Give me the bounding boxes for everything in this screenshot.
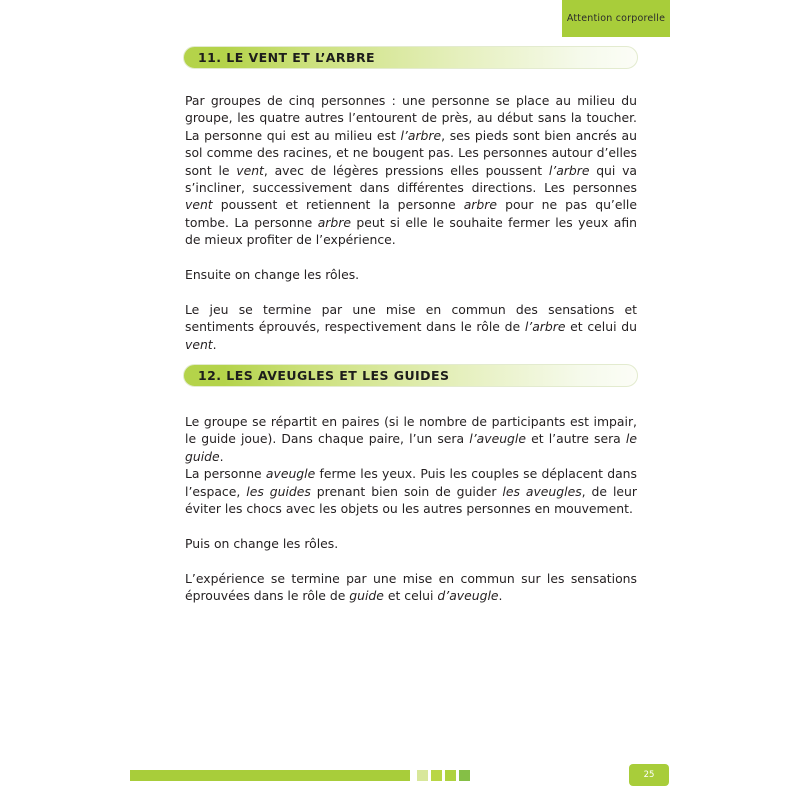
body-text: qui va s’incliner, successivement dans différentes directions. Les personnes [185,162,637,196]
body-text: . [212,336,217,352]
emphasis-text: aveugle [265,466,316,482]
body-text: Ensuite on change les rôles. [185,267,360,283]
emphasis-text: arbre [317,214,351,230]
body-text: . [219,448,224,464]
paragraph [185,413,637,465]
body-text: et l’autre sera [525,431,626,447]
footer-square [459,770,470,781]
emphasis-text: les aveugles [502,483,582,499]
paragraph [185,570,637,605]
footer-square [445,770,456,781]
body-text: peut si elle le souhaite fermer les yeux afin de mieux profiter de l’expérience. [185,214,637,248]
running-head-tab [562,0,670,37]
page-number-badge [629,764,669,786]
body-text: pour ne pas qu’elle tombe. La personne [185,197,637,230]
section-11-body [185,92,637,353]
body-text: , avec de légères pressions elles poussent [263,162,549,178]
emphasis-text: d’aveugle [437,588,499,604]
body-text: , de leur éviter les chocs avec les objets ou les autres personnes en mouvement. [185,483,638,517]
paragraph [185,535,637,552]
emphasis-text: vent [185,197,213,213]
body-text: Le groupe se répartit en paires (si le nombre de participants est impair, le guide joue). Dans chaque paire, l’un sera [185,414,637,447]
emphasis-text: arbre [463,197,497,213]
emphasis-text: guide [349,588,384,604]
body-text: Par groupes de cinq personnes : une personne se place au milieu du groupe, les quatre autres l’entourent de près, au début sans la toucher. La personne qui est au milieu est [185,93,637,143]
body-text: La personne [185,466,266,482]
body-text: ferme les yeux. Puis les couples se déplacent dans l’espace, [185,466,637,499]
paragraph [185,266,637,283]
body-text: Le jeu se termine par une mise en commun des sensations et sentiments éprouvés, respectivement dans le rôle de [185,301,637,335]
body-text: prenant bien soin de guider [310,483,503,499]
body-text: poussent et retiennent la personne [212,197,464,213]
section-12-body [185,413,637,604]
section-heading-12-label: 12. LES AVEUGLES ET LES GUIDES [198,368,450,383]
emphasis-text: vent [236,162,264,178]
body-text: et celui [383,588,438,604]
emphasis-text: l’aveugle [469,431,526,447]
section-heading-12 [183,364,638,387]
body-text: , ses pieds sont bien ancrés au sol comme des racines, et ne bougent pas. Les personnes autour d’elles sont le [185,127,637,178]
paragraph [185,301,637,353]
body-text: . [498,588,503,604]
emphasis-text: vent [185,336,213,352]
footer-square [431,770,442,781]
paragraph [185,92,637,249]
footer-square-group [417,770,470,781]
emphasis-text: le guide [185,431,637,464]
emphasis-text: l’arbre [524,319,566,335]
footer-accent-bar [130,770,410,781]
section-heading-11 [183,46,638,69]
paragraph [185,465,637,517]
body-text: Puis on change les rôles. [185,535,339,551]
body-text: L’expérience se termine par une mise en commun sur les sensations éprouvées dans le rôle de [185,570,637,604]
emphasis-text: l’arbre [400,127,442,143]
body-text: et celui du [565,319,637,335]
emphasis-text: les guides [246,483,311,499]
running-head-label: Attention corporelle [566,13,666,24]
emphasis-text: l’arbre [548,162,590,178]
page-number-label: 25 [643,770,655,780]
section-heading-11-label: 11. LE VENT ET L’ARBRE [198,50,376,65]
footer-square [417,770,428,781]
